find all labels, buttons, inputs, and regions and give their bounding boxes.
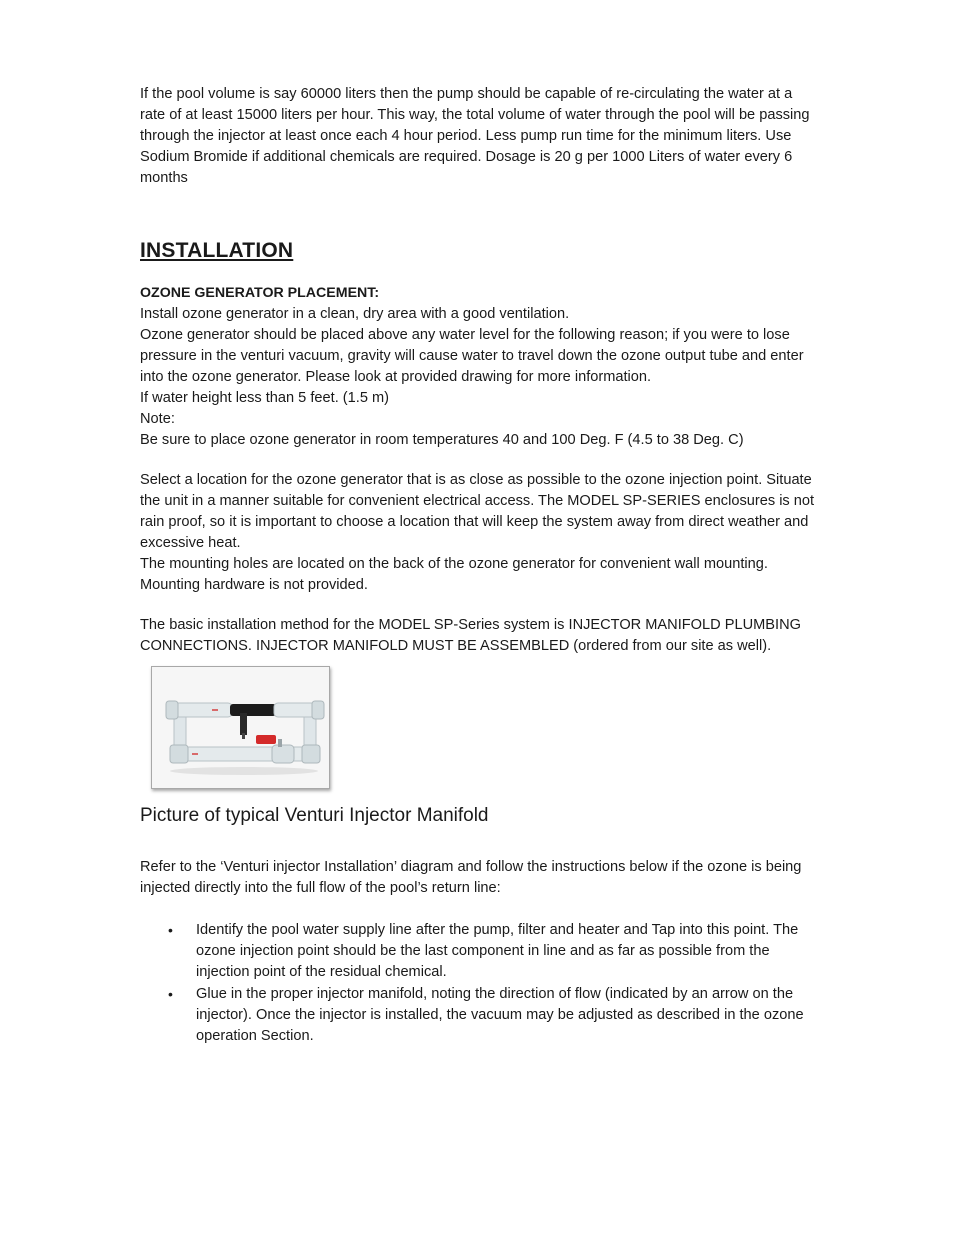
manifold-photo — [151, 666, 330, 789]
placement-line: Install ozone generator in a clean, dry area with a good ventilation. — [140, 306, 570, 322]
refer-paragraph: Refer to the ‘Venturi injector Installation’ diagram and follow the instructions below if the ozone is being injected directly into the full flow of the pool’s return line: — [140, 859, 802, 896]
location-paragraph: Select a location for the ozone generator that is as close as possible to the ozone injection point. Situate the unit in a manner suitable for convenient electrical access. The MODEL SP-SERIES enclosures is not rain proof, so it is important to choose a location that will keep the system away from direct weather and excessive heat. — [140, 472, 815, 551]
placement-line: Note: — [140, 411, 175, 427]
placement-line: If water height less than 5 feet. (1.5 m) — [140, 390, 390, 406]
intro-paragraph: If the pool volume is say 60000 liters then the pump should be capable of re-circulating the water at a rate of at least 15000 liters per hour. This way, the total volume of water through the pool will be passing through the injector at least once each 4 hour period. Less pump run time for the minimum liters. Use Sodium Bromide if additional chemicals are required. Dosage is 20 g per 1000 Liters of water every 6 months — [140, 86, 810, 186]
list-item — [140, 984, 816, 1047]
figure-caption: Picture of typical Venturi Injector Manifold — [140, 805, 489, 826]
section-heading: INSTALLATION — [140, 239, 294, 262]
mounting-paragraph: The mounting holes are located on the back of the ozone generator for convenient wall mounting. Mounting hardware is not provided. — [140, 556, 768, 593]
document-page — [140, 84, 816, 1048]
placement-heading: OZONE GENERATOR PLACEMENT: — [140, 285, 380, 301]
placement-line: Be sure to place ozone generator in room temperatures 40 and 100 Deg. F (4.5 to 38 Deg. C) — [140, 432, 744, 448]
placement-line: Ozone generator should be placed above any water level for the following reason; if you were to lose pressure in the venturi vacuum, gravity will cause water to travel down the ozone output tube and enter into the ozone generator. Please look at provided drawing for more information. — [140, 327, 804, 385]
bullet-icon: • — [168, 922, 173, 938]
venturi-manifold-image — [152, 667, 329, 788]
method-paragraph: The basic installation method for the MODEL SP-Series system is INJECTOR MANIFOLD PLUMBING CONNECTIONS. INJECTOR MANIFOLD MUST BE ASSEMBLED (ordered from our site as well). — [140, 617, 801, 654]
list-item — [140, 920, 816, 983]
bullet-icon: • — [168, 986, 173, 1002]
instruction-list — [140, 920, 816, 1047]
list-item-text: Identify the pool water supply line after the pump, filter and heater and Tap into this point. The ozone injection point should be the last component in line and as far as possible from the injection point of the residual chemical. — [196, 922, 799, 980]
list-item-text: Glue in the proper injector manifold, noting the direction of flow (indicated by an arrow on the injector). Once the injector is installed, the vacuum may be adjusted as described in the ozone operation Section. — [196, 986, 804, 1044]
